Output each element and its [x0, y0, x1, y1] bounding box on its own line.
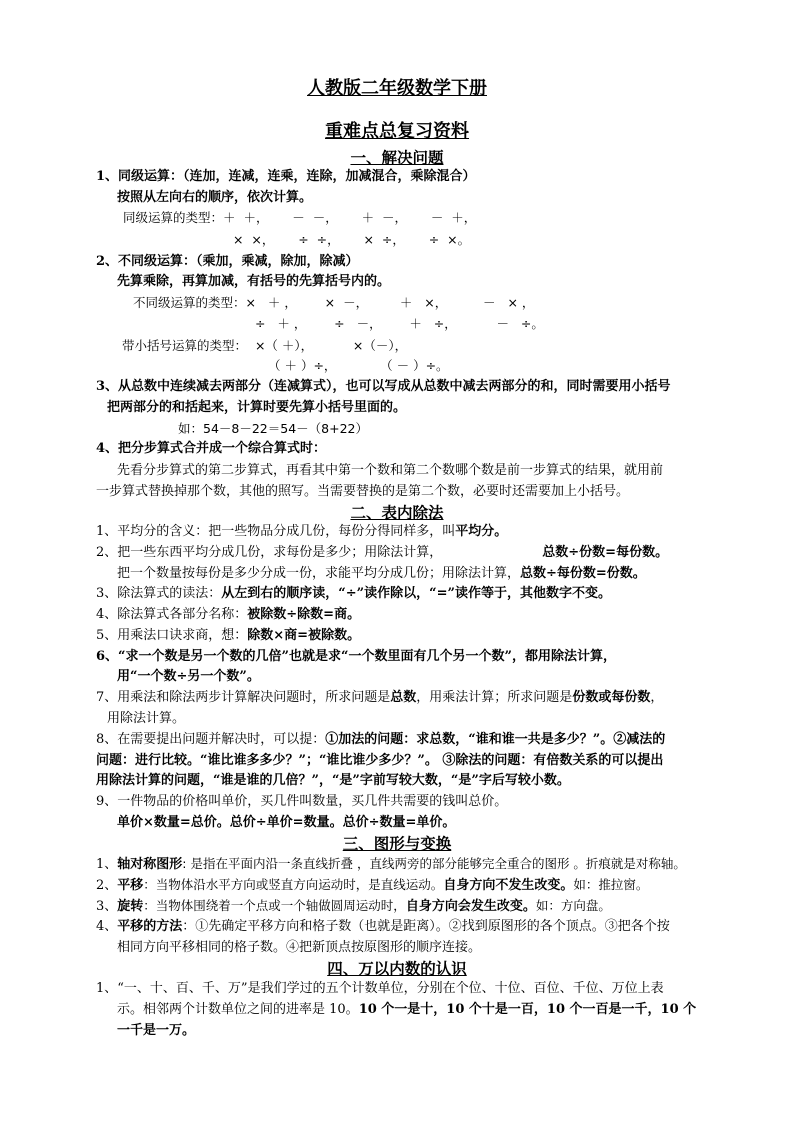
s1-item2-title: 2、不同级运算：（乘加，乘减，除加，除减） [96, 254, 359, 269]
s1-item3-text-2: 把两部分的和括起来，计算时要先算小括号里面的。 [107, 400, 407, 415]
s2-line-14: 9、一件物品的价格叫单价，买几件叫数量，买几件共需要的钱叫总价。 [96, 794, 508, 809]
s1-item1-title: 1、同级运算：（连加，连减，连乘，连除，加减混合，乘除混合） [96, 169, 476, 184]
s2-line-12: 问题：进行比较。“谁比谁多多少？”；“谁比谁少多少？”。 ③除法的问题：有倍数关系的可以提出 [96, 753, 664, 768]
s3-line-5: 相同方向平移相同的格子数。④把新顶点按原图形的顺序连接。 [117, 940, 482, 955]
s2-line-9: 7、用乘法和除法两步计算解决问题时，所求问题是总数，用乘法计算；所求问题是份数或每份数， [96, 690, 664, 705]
s2-line-4: 3、除法算式的读法：从左到右的顺序读，“÷”读作除以，“=”读作等于，其他数字不变。 [96, 586, 611, 601]
section-heading-3: 三、图形与变换 [342, 834, 452, 853]
s4-line-3: 一千是一万。 [117, 1023, 196, 1038]
s1-item2-bracket-types-2: （ ＋ ）÷， （ － ）÷。 [268, 358, 449, 373]
section-heading-2: 二、表内除法 [350, 503, 444, 522]
s1-item4-text-2: 一步算式替换掉那个数，其他的照写。当需要替换的是第二个数，必要时还需要加上小括号。 [96, 484, 630, 499]
s1-item1-rule: 按照从左向右的顺序，依次计算。 [117, 190, 313, 205]
s1-item4-text: 先看分步算式的第二步算式，再看其中第一个数和第二个数哪个数是前一步算式的结果，就用前 [117, 463, 664, 478]
s2-line-11: 8、在需要提出问题并解决时，可以提：①加法的问题：求总数，“谁和谁一共是多少？”。②减法的 [96, 732, 666, 747]
s1-item3-example: 如：54－8－22＝54－（8+22） [178, 421, 369, 436]
s2-line-15: 单价×数量=总价。总价÷单价=数量。总价÷数量=单价。 [117, 815, 456, 830]
s3-line-1: 1、轴对称图形: 是指在平面内沿一条直线折叠 ，直线两旁的部分能够完全重合的图形 。折痕就是对称轴。 [96, 856, 686, 872]
s2-line-8: 用“一个数÷另一个数”。 [117, 669, 260, 684]
document-subtitle: 重难点总复习资料 [325, 121, 469, 142]
s2-line-7: 6、“求一个数是另一个数的几倍”也就是求“一个数里面有几个另一个数”，都用除法计算， [96, 649, 616, 664]
s3-line-2: 2、平移：当物体沿水平方向或竖直方向运动时，是直线运动。自身方向不发生改变。如：推拉窗。 [96, 877, 649, 893]
s2-line-6: 5、用乘法口诀求商，想：除数×商=被除数。 [96, 628, 361, 643]
document-title: 人教版二年级数学下册 [307, 78, 487, 99]
s1-item1-types: 同级运算的类型：＋ ＋， － －， ＋ －， － ＋， [123, 210, 477, 225]
s1-item3-text: 3、从总数中连续减去两部分（连减算式），也可以写成从总数中减去两部分的和，同时需要用小括号 [96, 379, 671, 394]
s3-line-4: 4、平移的方法：①先确定平移方向和格子数（也就是距离）。②找到原图形的各个顶点。③把各个按 [96, 919, 670, 934]
s2-line-2: 2、把一些东西平均分成几份，求每份是多少；用除法计算， 总数÷份数=每份数。 [96, 545, 669, 560]
s1-item2-bracket-types: 带小括号运算的类型： ×（ ＋）， ×（－）， [122, 338, 408, 353]
s1-item2-types: 不同级运算的类型：× ＋ ， × －， ＋ ×， － × ， [133, 295, 535, 310]
s1-item2-rule: 先算乘除，再算加减，有括号的先算括号内的。 [117, 274, 391, 289]
s2-line-3: 把一个数量按每份是多少分成一份，求能平均分成几份；用除法计算，总数÷每份数=份数。 [117, 566, 646, 581]
s4-line-2: 示。相邻两个计数单位之间的进率是 10。10 个一是十，10 个十是一百，10 个一百是一千，10 个 [117, 1002, 697, 1017]
s1-item2-types-2: ÷ ＋ ， ÷ －， ＋ ÷， － ÷。 [255, 316, 544, 331]
section-heading-4: 四、万以内数的认识 [327, 959, 467, 978]
section-heading-1: 一、解决问题 [350, 148, 444, 167]
s3-line-3: 3、旋转：当物体围绕着一个点或一个轴做圆周运动时，自身方向会发生改变。如：方向盘。 [96, 898, 611, 914]
s2-line-1: 1、平均分的含义：把一些物品分成几份，每份分得同样多，叫平均分。 [96, 524, 508, 539]
s2-line-13: 用除法计算的问题，“谁是谁的几倍？”，“是”字前写较大数，“是”字后写较小数。 [96, 773, 570, 788]
s2-line-5: 4、除法算式各部分名称：被除数÷除数=商。 [96, 607, 361, 622]
s1-item4-title: 4、把分步算式合并成一个综合算式时： [96, 441, 327, 456]
s1-item1-types-2: × ×， ÷ ÷， × ÷， ÷ ×。 [233, 232, 471, 247]
s2-line-10: 用除法计算。 [107, 711, 186, 726]
s4-line-1: 1、“一、十、百、千、万”是我们学过的五个计数单位，分别在个位、十位、百位、千位、万位上表 [96, 981, 664, 996]
